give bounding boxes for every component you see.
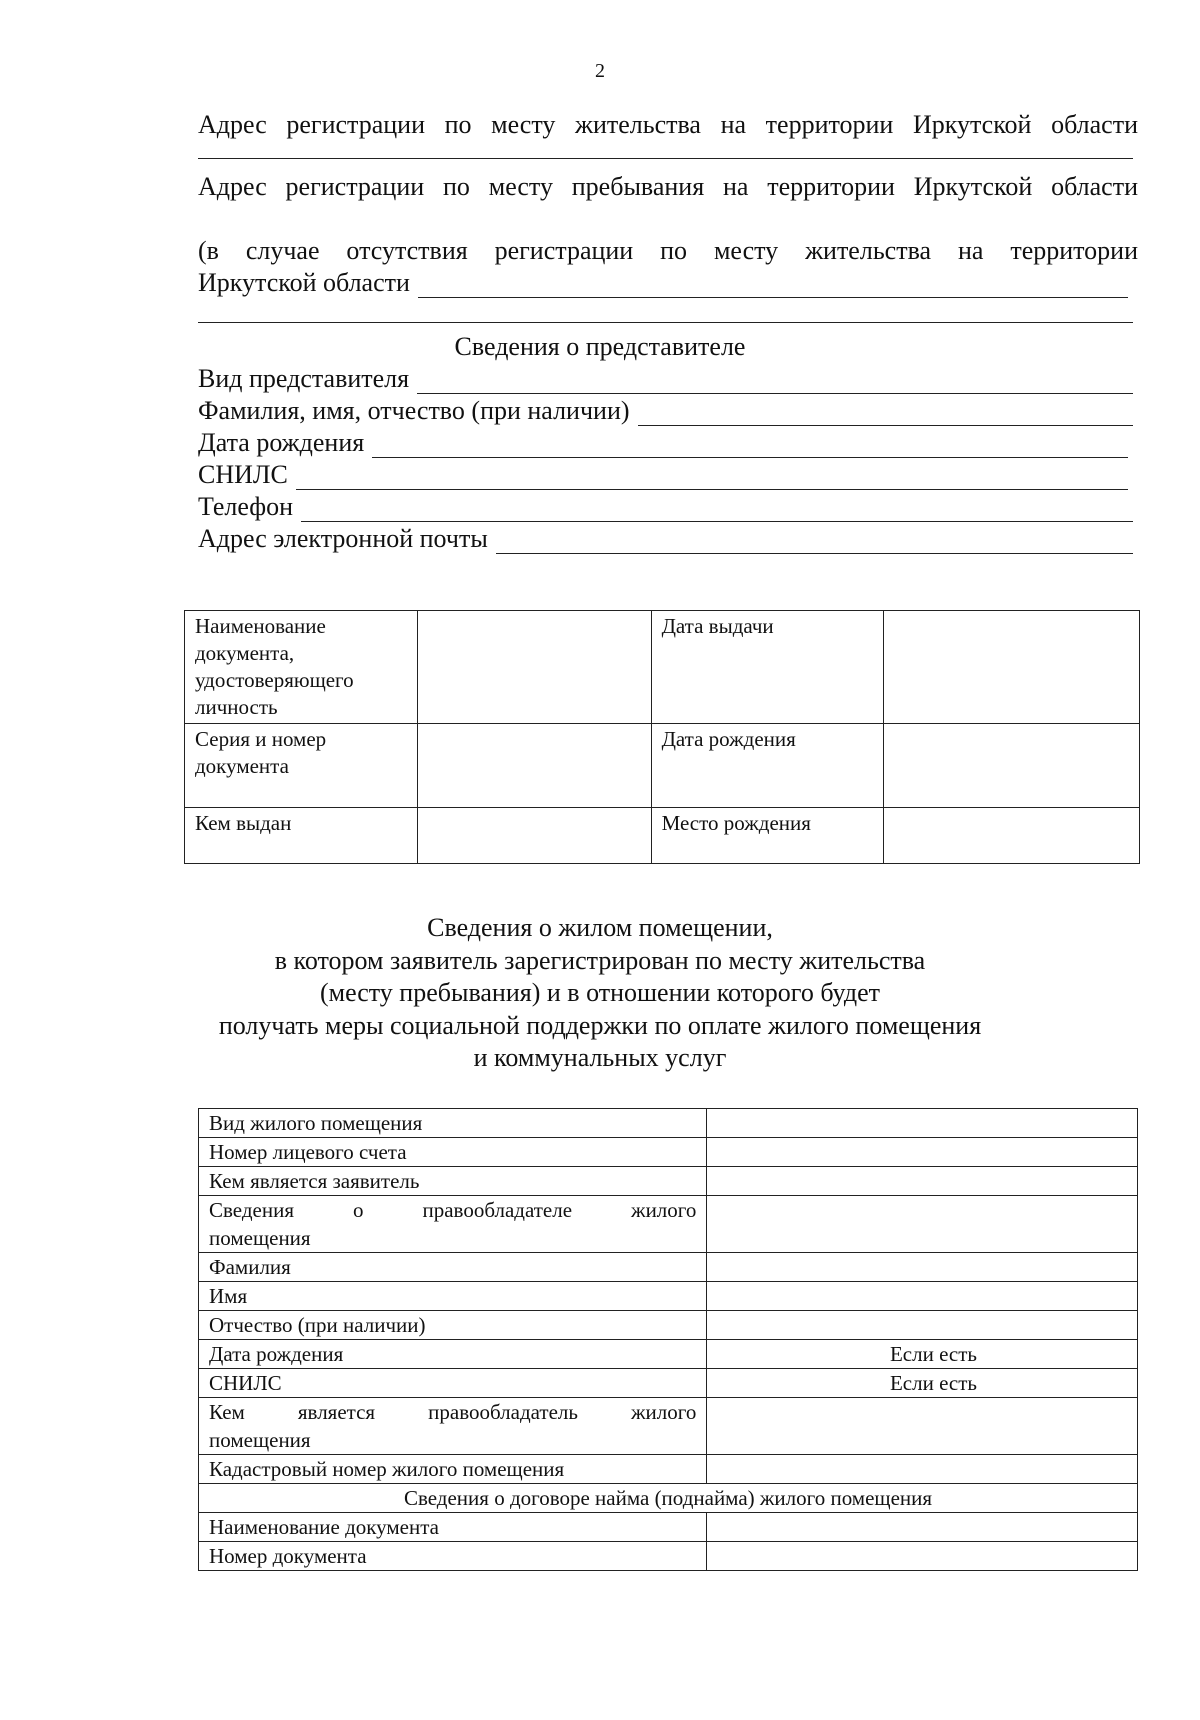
applicant-role-value[interactable] bbox=[707, 1167, 1138, 1196]
table-row bbox=[199, 1311, 1138, 1340]
table-row bbox=[199, 1484, 1138, 1513]
table-row bbox=[199, 1455, 1138, 1484]
owner-snils-value[interactable]: Если есть bbox=[707, 1369, 1138, 1398]
patronymic-label: Отчество (при наличии) bbox=[199, 1311, 707, 1340]
name-label: Имя bbox=[199, 1282, 707, 1311]
birth-place-value[interactable] bbox=[884, 808, 1140, 864]
table-row bbox=[199, 1167, 1138, 1196]
table-row bbox=[185, 724, 1140, 808]
field-representative-phone: Телефон bbox=[198, 490, 1133, 522]
identity-document-table bbox=[184, 610, 1140, 864]
table-row bbox=[199, 1253, 1138, 1282]
housing-type-label: Вид жилого помещения bbox=[199, 1109, 707, 1138]
applicant-role-label: Кем является заявитель bbox=[199, 1167, 707, 1196]
owner-role-value[interactable] bbox=[707, 1398, 1138, 1455]
cadastral-number-value[interactable] bbox=[707, 1455, 1138, 1484]
field-representative-fullname: Фамилия, имя, отчество (при наличии) bbox=[198, 394, 1133, 426]
stay-address-label: Адрес регистрации по месту пребывания на территории Иркутской области bbox=[198, 172, 1138, 201]
owner-snils-label: СНИЛС bbox=[199, 1369, 707, 1398]
lease-doc-number-label: Номер документа bbox=[199, 1542, 707, 1571]
representative-phone-line[interactable] bbox=[301, 497, 1133, 522]
doc-name-label: Наименование документа, удостоверяющего личность bbox=[185, 611, 418, 724]
issue-date-label: Дата выдачи bbox=[651, 611, 884, 724]
doc-birth-date-value[interactable] bbox=[884, 724, 1140, 808]
owner-birth-date-label: Дата рождения bbox=[199, 1340, 707, 1369]
account-number-value[interactable] bbox=[707, 1138, 1138, 1167]
surname-label: Фамилия bbox=[199, 1253, 707, 1282]
table-row bbox=[199, 1369, 1138, 1398]
series-number-value[interactable] bbox=[417, 724, 651, 808]
table-row bbox=[199, 1109, 1138, 1138]
field-representative-birthdate: Дата рождения bbox=[198, 426, 1128, 458]
table-row bbox=[199, 1282, 1138, 1311]
housing-title: Сведения о жилом помещении, в котором заявитель зарегистрирован по месту жительства (месту пребывания) и в отношении которого будет получать меры социальной поддержки по оплате жилого помещения и коммунальных услуг bbox=[218, 913, 982, 1072]
representative-fullname-line[interactable] bbox=[638, 401, 1133, 426]
stay-address-line[interactable] bbox=[418, 273, 1128, 298]
issue-date-value[interactable] bbox=[884, 611, 1140, 724]
residence-address-label: Адрес регистрации по месту жительства на территории Иркутской области bbox=[198, 110, 1138, 139]
lease-doc-name-label: Наименование документа bbox=[199, 1513, 707, 1542]
field-representative-email: Адрес электронной почты bbox=[198, 522, 1133, 554]
table-row bbox=[199, 1196, 1138, 1253]
table-row bbox=[185, 808, 1140, 864]
name-value[interactable] bbox=[707, 1282, 1138, 1311]
housing-table bbox=[198, 1108, 1138, 1571]
table-row bbox=[199, 1138, 1138, 1167]
representative-type-line[interactable] bbox=[417, 369, 1133, 394]
cadastral-number-label: Кадастровый номер жилого помещения bbox=[199, 1455, 707, 1484]
surname-value[interactable] bbox=[707, 1253, 1138, 1282]
table-row bbox=[199, 1340, 1138, 1369]
owner-info-value[interactable] bbox=[707, 1196, 1138, 1253]
doc-name-value[interactable] bbox=[417, 611, 651, 724]
representative-snils-line[interactable] bbox=[296, 465, 1128, 490]
series-number-label: Серия и номер документа bbox=[185, 724, 418, 808]
field-representative-snils: СНИЛС bbox=[198, 458, 1128, 490]
owner-role-label: Кем является правообладатель жилого помещения bbox=[199, 1398, 707, 1455]
representative-email-line[interactable] bbox=[496, 529, 1133, 554]
account-number-label: Номер лицевого счета bbox=[199, 1138, 707, 1167]
table-row bbox=[199, 1398, 1138, 1455]
owner-info-label: Сведения о правообладателе жилого помещения bbox=[199, 1196, 707, 1253]
lease-section-heading: Сведения о договоре найма (поднайма) жилого помещения bbox=[199, 1484, 1138, 1513]
patronymic-value[interactable] bbox=[707, 1311, 1138, 1340]
owner-birth-date-value[interactable]: Если есть bbox=[707, 1340, 1138, 1369]
table-row bbox=[185, 611, 1140, 724]
stay-address-field bbox=[198, 266, 1128, 298]
stay-address-note-end: Иркутской области bbox=[198, 268, 410, 297]
housing-type-value[interactable] bbox=[707, 1109, 1138, 1138]
issued-by-label: Кем выдан bbox=[185, 808, 418, 864]
residence-address-line[interactable] bbox=[198, 158, 1133, 159]
representative-title: Сведения о представителе bbox=[454, 332, 746, 361]
lease-doc-name-value[interactable] bbox=[707, 1513, 1138, 1542]
table-row bbox=[199, 1513, 1138, 1542]
lease-doc-number-value[interactable] bbox=[707, 1542, 1138, 1571]
page-number: 2 bbox=[595, 60, 605, 82]
no-registration-note: (в случае отсутствия регистрации по месту жительства на территории bbox=[198, 236, 1138, 265]
birth-place-label: Место рождения bbox=[651, 808, 884, 864]
representative-birthdate-line[interactable] bbox=[372, 433, 1128, 458]
doc-birth-date-label: Дата рождения bbox=[651, 724, 884, 808]
field-representative-type: Вид представителя bbox=[198, 362, 1133, 394]
stay-address-line-2[interactable] bbox=[198, 322, 1133, 323]
table-row bbox=[199, 1542, 1138, 1571]
issued-by-value[interactable] bbox=[417, 808, 651, 864]
